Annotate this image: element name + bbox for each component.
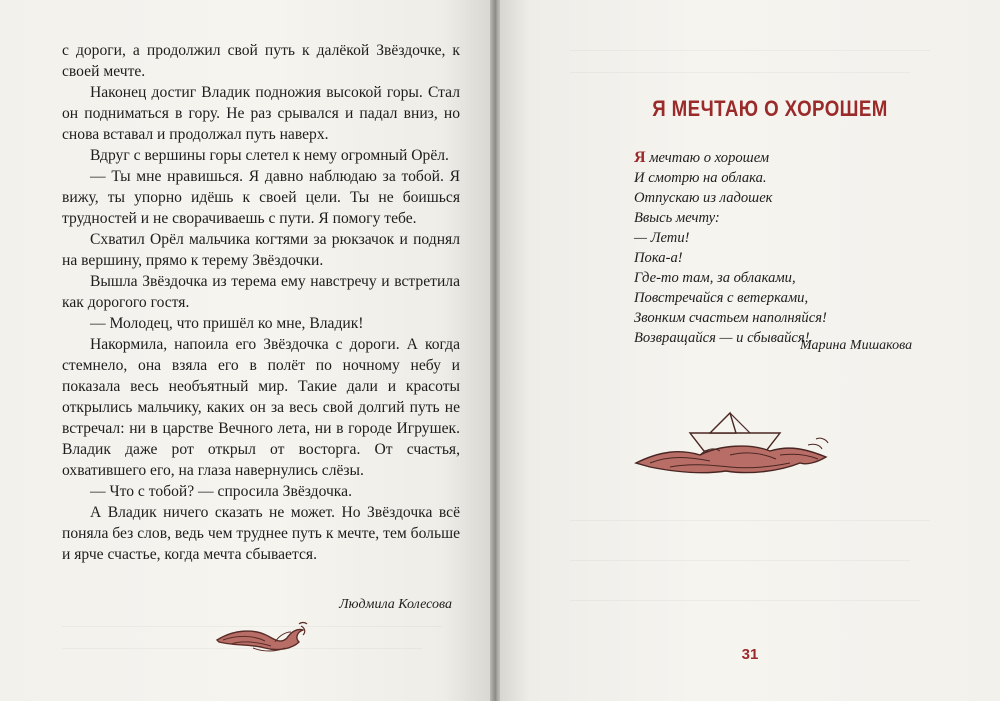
poem-author: Марина Мишакова (800, 338, 913, 353)
poem-line-rest: мечтаю о хорошем (645, 150, 770, 166)
story-paragraph: Схватил Орёл мальчика когтями за рюкзачок и поднял на вершину, прямо к терему Звёздочки. (62, 231, 460, 269)
poem-line: И смотрю на облака. (634, 170, 767, 186)
page-number: 31 (741, 646, 759, 663)
poem-line: Звонким счастьем наполняйся! (634, 310, 827, 326)
wave-ornament-icon (213, 618, 313, 658)
poem-line: Отпускаю из ладошек (634, 190, 773, 206)
poem-text (634, 148, 827, 348)
poem-line: Ввысь мечту: (634, 210, 720, 226)
paper-boat-icon (630, 405, 840, 485)
poem-title: Я МЕЧТАЮ О ХОРОШЕМ (652, 96, 888, 121)
story-paragraph: Наконец достиг Владик подножия высокой горы. Стал он подниматься в гору. Не раз срывался и падал вниз, но снова вставал и продолжал путь наверх. (62, 84, 460, 143)
poem-line: Пока-а! (634, 250, 683, 266)
right-page (500, 0, 1000, 701)
story-paragraph: Вышла Звёздочка из терема ему навстречу и встретила как дорогого гостя. (62, 273, 460, 311)
left-page (0, 0, 492, 701)
story-paragraph: с дороги, а продолжил свой путь к далёкой Звёздочке, к своей мечте. (62, 42, 460, 80)
story-paragraph: — Ты мне нравишься. Я давно наблюдаю за тобой. Я вижу, ты упорно идёшь к своей цели. Ты не боишься трудностей и не сворачиваешь с пути. Я помогу тебе. (62, 168, 460, 227)
poem-line: Где-то там, за облаками, (634, 270, 796, 286)
poem-line: Повстречайся с ветерками, (634, 290, 809, 306)
story-text (62, 40, 460, 565)
poem-drop-cap: Я (634, 149, 646, 166)
story-paragraph: — Молодец, что пришёл ко мне, Владик! (90, 315, 364, 332)
poem-line: — Лети! (634, 230, 690, 246)
story-paragraph: Накормила, напоила его Звёздочка с дороги. А когда стемнело, она взяла его в полёт по ночному небу и показала весь необъятный мир. Такие дали и красоты открылись мальчику, каких он за весь свой долгий путь не встречал: ни в царстве Вечного лета, ни в городе Игрушек. Владик даже рот открыл от восторга. От счастья, охватившего его, на глаза навернулись слёзы. (62, 336, 460, 479)
story-paragraph: — Что с тобой? — спросила Звёздочка. (90, 483, 352, 500)
poem-line (634, 148, 827, 168)
story-paragraph: А Владик ничего сказать не может. Но Звёздочка всё поняла без слов, ведь чем труднее путь к мечте, тем больше и ярче счастье, когда мечта сбывается. (62, 504, 460, 563)
story-paragraph: Вдруг с вершины горы слетел к нему огромный Орёл. (90, 147, 449, 164)
story-author: Людмила Колесова (339, 597, 452, 612)
poem-line: Возвращайся — и сбывайся! (634, 330, 810, 346)
